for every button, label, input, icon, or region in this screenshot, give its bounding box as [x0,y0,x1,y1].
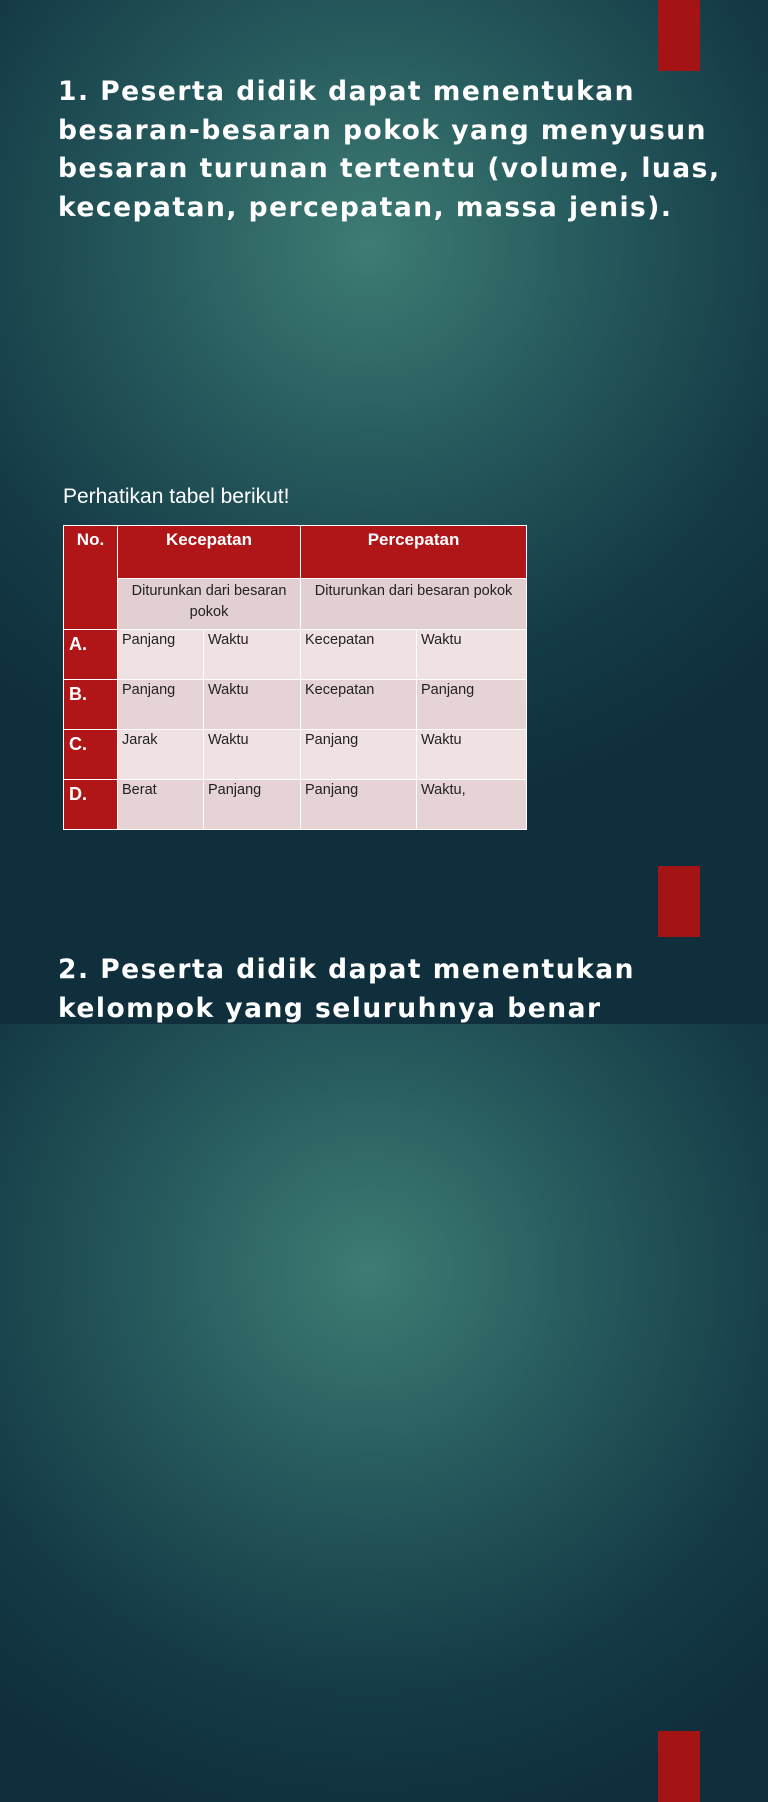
table-cell: Kecepatan [301,680,417,730]
table-row [64,730,527,780]
subheader-kecepatan: Diturunkan dari besaran pokok [118,579,301,630]
option-label: D. [64,780,118,830]
learning-objective-1: 1. Peserta didik dapat menentukan besaran-besaran pokok yang menyusun besaran turunan tertentu (volume, luas, kecepatan, percepatan, massa jenis). [58,76,721,223]
table-cell: Waktu [417,630,527,680]
option-label: A. [64,630,118,680]
learning-objective-2: 2. Peserta didik dapat menentukan kelompok yang seluruhnya benar [58,954,635,1024]
table-cell: Panjang [301,780,417,830]
option-label: C. [64,730,118,780]
header-kecepatan: Kecepatan [118,526,301,579]
table-cell: Waktu [204,680,301,730]
table-cell: Waktu [204,730,301,780]
subheader-percepatan: Diturunkan dari besaran pokok [301,579,527,630]
table-cell: Panjang [118,630,204,680]
table-cell: Waktu [204,630,301,680]
table-cell: Waktu [417,730,527,780]
header-no: No. [64,526,118,630]
red-accent-bar [658,0,700,71]
table-cell: Panjang [417,680,527,730]
red-accent-bar [658,1731,700,1802]
table-cell: Panjang [204,780,301,830]
table-row [64,680,527,730]
table-row [64,780,527,830]
header-percepatan: Percepatan [301,526,527,579]
table-cell: Panjang [118,680,204,730]
table-cell: Panjang [301,730,417,780]
table-cell: Waktu, [417,780,527,830]
option-label: B. [64,680,118,730]
table-intro-text: Perhatikan tabel berikut! [63,485,290,508]
table-cell: Berat [118,780,204,830]
table-cell: Jarak [118,730,204,780]
table-cell: Kecepatan [301,630,417,680]
table-row [64,630,527,680]
question-table [63,525,527,830]
